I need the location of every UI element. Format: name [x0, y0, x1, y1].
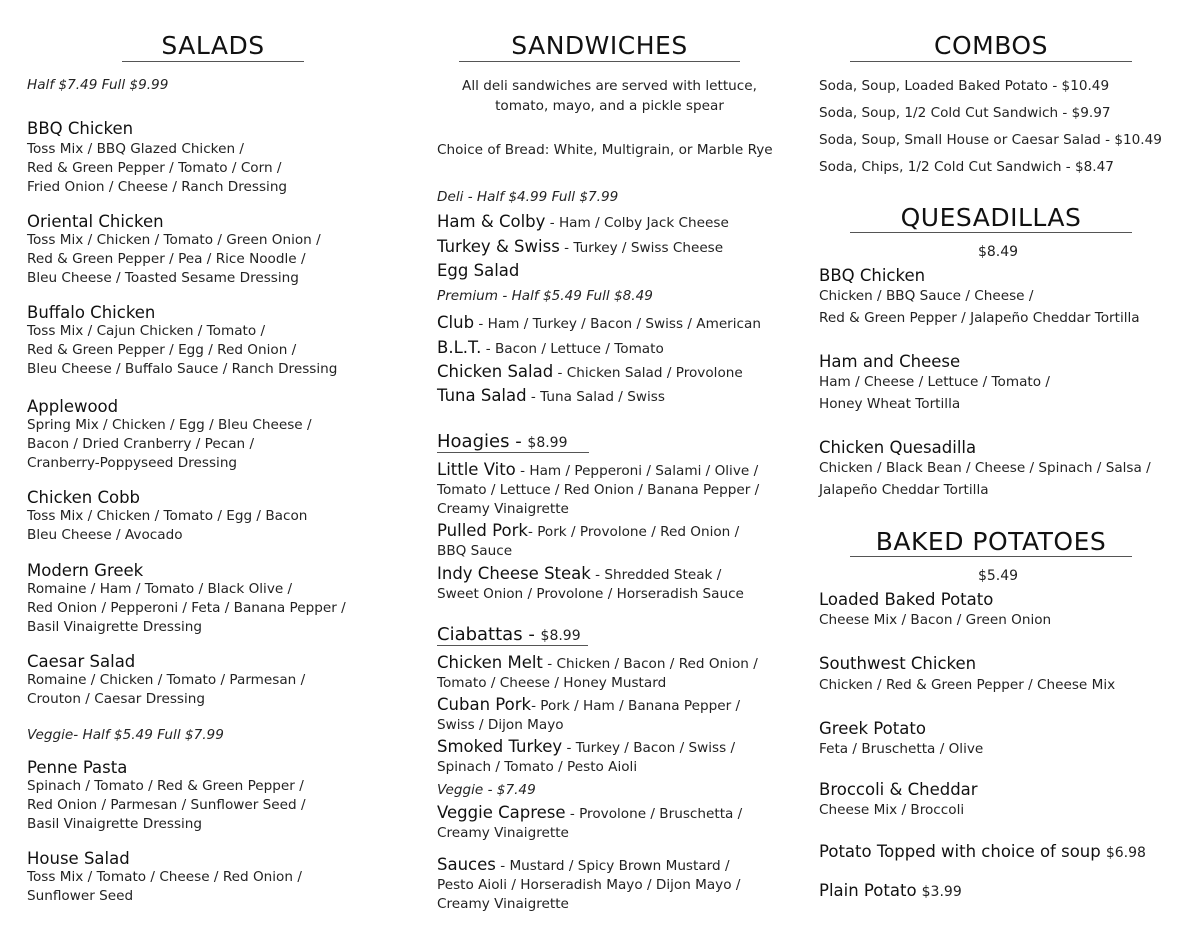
item-name: Turkey & Swiss: [437, 237, 560, 256]
item-desc: Red Onion / Pepperoni / Feta / Banana Pepper /: [27, 600, 346, 616]
item-desc: Basil Vinaigrette Dressing: [27, 619, 203, 635]
menu-item: [819, 266, 1140, 329]
item-desc: Bleu Cheese / Buffalo Sauce / Ranch Dressing: [27, 361, 338, 377]
bread-choice: Choice of Bread: White, Multigrain, or Marble Rye: [437, 142, 773, 158]
item-name: Veggie Caprese: [437, 803, 566, 822]
plain-potato-item: [819, 881, 962, 900]
ciabattas-rule: [437, 645, 588, 646]
menu-item: Smoked Turkey - Turkey / Bacon / Swiss / Spinach / Tomato / Pesto Aioli: [437, 737, 736, 775]
menu-item: [27, 561, 346, 637]
item-desc: Basil Vinaigrette Dressing: [27, 816, 203, 832]
item-desc: Chicken / BBQ Sauce / Cheese /: [819, 288, 1034, 304]
item-desc: Mustard / Spicy Brown Mustard /: [509, 858, 730, 874]
menu-item: [819, 780, 978, 821]
item-name: Chicken Melt: [437, 653, 543, 672]
item-name: House Salad: [27, 849, 130, 868]
item-desc: Turkey / Swiss Cheese: [573, 240, 724, 256]
combo-item: Soda, Soup, 1/2 Cold Cut Sandwich - $9.97: [819, 105, 1111, 121]
item-desc: Cheese Mix / Bacon / Green Onion: [819, 612, 1052, 628]
veggie-price-line: Veggie - $7.49: [437, 782, 536, 798]
item-desc: Toss Mix / Chicken / Tomato / Egg / Bacon: [27, 508, 308, 524]
sandwiches-title-rule: [459, 61, 740, 62]
item-name: Loaded Baked Potato: [819, 590, 994, 609]
item-price: $6.98: [1105, 845, 1146, 861]
item-desc: Chicken / Red & Green Pepper / Cheese Mix: [819, 677, 1116, 693]
combo-item: Soda, Soup, Small House or Caesar Salad - $10.49: [819, 132, 1162, 148]
menu-item: [819, 352, 1050, 415]
item-name: BBQ Chicken: [27, 119, 134, 138]
item-desc: Chicken / Black Bean / Cheese / Spinach / Salsa /: [819, 460, 1151, 476]
menu-item: [819, 438, 1151, 501]
item-desc: Bleu Cheese / Toasted Sesame Dressing: [27, 270, 299, 286]
menu-item: Indy Cheese Steak - Shredded Steak / Sweet Onion / Provolone / Horseradish Sauce: [437, 564, 744, 602]
item-desc: Feta / Bruschetta / Olive: [819, 741, 984, 757]
item-name: Greek Potato: [819, 719, 926, 738]
item-desc: Tomato / Cheese / Honey Mustard: [437, 675, 667, 691]
item-desc: Turkey / Bacon / Swiss /: [575, 740, 736, 756]
item-desc: Bacon / Lettuce / Tomato: [494, 341, 664, 357]
menu-item: Ham & Colby - Ham / Colby Jack Cheese: [437, 212, 729, 231]
item-desc: Bacon / Dried Cranberry / Pecan /: [27, 436, 255, 452]
item-desc: Crouton / Caesar Dressing: [27, 691, 206, 707]
item-desc: Spinach / Tomato / Pesto Aioli: [437, 759, 638, 775]
menu-item: Chicken Melt - Chicken / Bacon / Red Onion / Tomato / Cheese / Honey Mustard: [437, 653, 758, 691]
menu-item: Pulled Pork- Pork / Provolone / Red Onion / BBQ Sauce: [437, 521, 740, 559]
item-desc: Ham / Colby Jack Cheese: [558, 215, 729, 231]
item-name: Cuban Pork: [437, 695, 532, 714]
menu-item: B.L.T. - Bacon / Lettuce / Tomato: [437, 338, 664, 357]
item-desc: Pork / Ham / Banana Pepper /: [540, 698, 741, 714]
menu-item: [27, 397, 312, 473]
item-desc: Bleu Cheese / Avocado: [27, 527, 183, 543]
item-name: Buffalo Chicken: [27, 303, 156, 322]
item-desc: Ham / Cheese / Lettuce / Tomato /: [819, 374, 1050, 390]
menu-item: Turkey & Swiss - Turkey / Swiss Cheese: [437, 237, 724, 256]
menu-item: [27, 488, 307, 545]
item-desc: Red & Green Pepper / Egg / Red Onion /: [27, 342, 297, 358]
item-desc: Toss Mix / BBQ Glazed Chicken /: [27, 141, 244, 157]
potato-soup-item: [819, 842, 1146, 861]
item-desc: Shredded Steak /: [604, 567, 722, 583]
sauces: Sauces - Mustard / Spicy Brown Mustard / Pesto Aioli / Horseradish Mayo / Dijon Mayo / Creamy Vinaigrette: [437, 855, 741, 912]
item-name: Chicken Quesadilla: [819, 438, 977, 457]
salads-veggie-line: Veggie- Half $5.49 Full $7.99: [27, 727, 224, 743]
item-desc: Ham / Turkey / Bacon / Swiss / American: [487, 316, 761, 332]
item-name: Ham & Colby: [437, 212, 546, 231]
item-desc: Jalapeño Cheddar Tortilla: [819, 482, 989, 498]
ciabattas-heading: Ciabattas - $8.99: [437, 624, 581, 645]
combos-title: COMBOS: [934, 31, 1048, 60]
item-desc: Sweet Onion / Provolone / Horseradish Sauce: [437, 586, 744, 602]
item-name: Ham and Cheese: [819, 352, 961, 371]
item-desc: Pork / Provolone / Red Onion /: [537, 524, 740, 540]
menu-item: [819, 719, 983, 760]
salads-price-line: Half $7.49 Full $9.99: [27, 77, 169, 93]
item-name: Tuna Salad: [437, 386, 527, 405]
item-desc: Tomato / Lettuce / Red Onion / Banana Pepper /: [437, 482, 760, 498]
item-desc: Honey Wheat Tortilla: [819, 396, 961, 412]
item-name: Oriental Chicken: [27, 212, 164, 231]
menu-item: Cuban Pork- Pork / Ham / Banana Pepper / Swiss / Dijon Mayo: [437, 695, 741, 733]
quesadillas-title: QUESADILLAS: [900, 203, 1082, 232]
combo-item: Soda, Chips, 1/2 Cold Cut Sandwich - $8.47: [819, 159, 1114, 175]
sauces-title: Sauces: [437, 855, 496, 874]
item-name: Egg Salad: [437, 261, 520, 280]
item-price: $3.99: [921, 884, 962, 900]
menu-item: Tuna Salad - Tuna Salad / Swiss: [437, 386, 665, 405]
item-desc: Creamy Vinaigrette: [437, 501, 569, 517]
item-desc: Swiss / Dijon Mayo: [437, 717, 564, 733]
quesadillas-price: $8.49: [977, 244, 1019, 260]
combos-title-rule: [850, 61, 1132, 62]
potatoes-title: BAKED POTATOES: [875, 527, 1107, 556]
menu-item: Veggie Caprese - Provolone / Bruschetta / Creamy Vinaigrette: [437, 803, 743, 841]
sandwiches-intro: tomato, mayo, and a pickle spear: [495, 98, 724, 114]
ciabattas-title: Ciabattas: [437, 624, 523, 645]
item-desc: Toss Mix / Tomato / Cheese / Red Onion /: [27, 869, 302, 885]
item-desc: Red & Green Pepper / Tomato / Corn /: [27, 160, 282, 176]
item-desc: Creamy Vinaigrette: [437, 896, 569, 912]
item-name: Chicken Cobb: [27, 488, 141, 507]
item-name: Broccoli & Cheddar: [819, 780, 978, 799]
menu-item: Chicken Salad - Chicken Salad / Provolone: [437, 362, 743, 381]
item-desc: Spring Mix / Chicken / Egg / Bleu Cheese /: [27, 417, 312, 433]
item-name: Applewood: [27, 397, 119, 416]
item-desc: Provolone / Bruschetta /: [579, 806, 743, 822]
item-desc: Chicken / Bacon / Red Onion /: [556, 656, 758, 672]
item-name: BBQ Chicken: [819, 266, 926, 285]
item-name: Pulled Pork: [437, 521, 528, 540]
item-name: Club: [437, 313, 475, 332]
menu-item: [819, 590, 1051, 631]
salads-title-rule: [122, 61, 304, 62]
menu-item: [819, 654, 1115, 697]
salads-title: SALADS: [161, 31, 265, 60]
item-name: Smoked Turkey: [437, 737, 563, 756]
item-name: Penne Pasta: [27, 758, 128, 777]
deli-price-line: Deli - Half $4.99 Full $7.99: [437, 189, 619, 205]
menu-item: [27, 849, 302, 906]
item-name: Little Vito: [437, 460, 516, 479]
item-name: Potato Topped with choice of soup: [819, 842, 1101, 861]
menu-item: Little Vito - Ham / Pepperoni / Salami / Olive / Tomato / Lettuce / Red Onion / Banana Pepper / Creamy Vinaigrette: [437, 460, 760, 517]
menu-item: [27, 212, 321, 288]
item-desc: Tuna Salad / Swiss: [540, 389, 665, 405]
item-desc: BBQ Sauce: [437, 543, 513, 559]
item-desc: Fried Onion / Cheese / Ranch Dressing: [27, 179, 288, 195]
item-name: Modern Greek: [27, 561, 144, 580]
item-desc: Toss Mix / Cajun Chicken / Tomato /: [27, 323, 266, 339]
potatoes-price: $5.49: [977, 568, 1019, 584]
item-name: B.L.T.: [437, 338, 482, 357]
menu-item: [27, 758, 306, 834]
menu-item: Club - Ham / Turkey / Bacon / Swiss / American: [437, 313, 761, 332]
item-desc: Chicken Salad / Provolone: [566, 365, 743, 381]
sandwiches-intro: All deli sandwiches are served with lettuce,: [462, 78, 757, 94]
hoagies-heading: Hoagies - $8.99: [437, 431, 568, 452]
item-desc: Red & Green Pepper / Jalapeño Cheddar Tortilla: [819, 310, 1140, 326]
item-desc: Sunflower Seed: [27, 888, 134, 904]
item-desc: Cheese Mix / Broccoli: [819, 802, 965, 818]
quesadillas-title-rule: [850, 232, 1132, 233]
menu-item: [27, 119, 287, 197]
menu-item: [27, 652, 305, 709]
item-desc: Pesto Aioli / Horseradish Mayo / Dijon Mayo /: [437, 877, 741, 893]
item-desc: Ham / Pepperoni / Salami / Olive /: [529, 463, 759, 479]
item-name: Southwest Chicken: [819, 654, 977, 673]
item-desc: Red Onion / Parmesan / Sunflower Seed /: [27, 797, 306, 813]
item-desc: Creamy Vinaigrette: [437, 825, 569, 841]
premium-price-line: Premium - Half $5.49 Full $8.49: [437, 288, 653, 304]
potatoes-title-rule: [850, 556, 1132, 557]
item-desc: Spinach / Tomato / Red & Green Pepper /: [27, 778, 304, 794]
ciabattas-price: $8.99: [540, 628, 581, 644]
menu-item: [437, 261, 519, 280]
menu-item: [27, 303, 337, 379]
hoagies-title: Hoagies: [437, 431, 510, 452]
item-name: Chicken Salad: [437, 362, 554, 381]
item-desc: Cranberry-Poppyseed Dressing: [27, 455, 238, 471]
hoagies-rule: [437, 452, 589, 453]
combo-item: Soda, Soup, Loaded Baked Potato - $10.49: [819, 78, 1110, 94]
item-desc: Romaine / Chicken / Tomato / Parmesan /: [27, 672, 306, 688]
sandwiches-title: SANDWICHES: [511, 31, 688, 60]
item-name: Plain Potato: [819, 881, 917, 900]
item-desc: Romaine / Ham / Tomato / Black Olive /: [27, 581, 293, 597]
item-name: Indy Cheese Steak: [437, 564, 591, 583]
item-name: Caesar Salad: [27, 652, 136, 671]
item-desc: Toss Mix / Chicken / Tomato / Green Onion /: [27, 232, 321, 248]
item-desc: Red & Green Pepper / Pea / Rice Noodle /: [27, 251, 306, 267]
hoagies-price: $8.99: [527, 435, 568, 451]
